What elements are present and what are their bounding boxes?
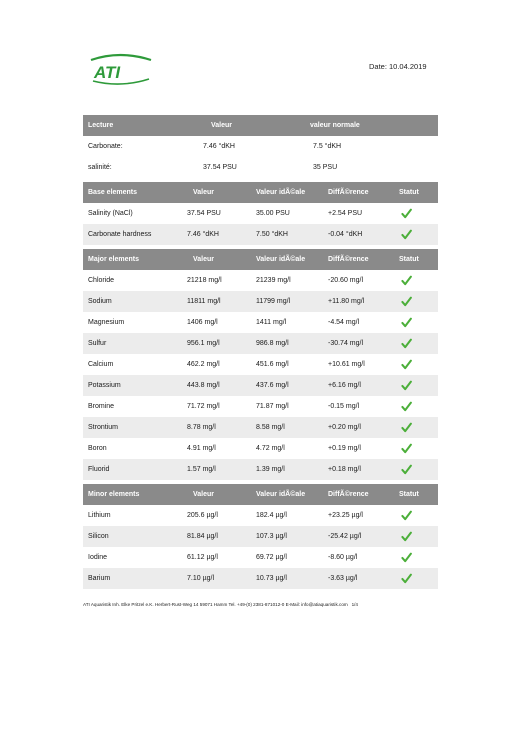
element-name: Calcium: [88, 361, 114, 368]
element-name: Strontium: [88, 424, 118, 431]
major-header-row: [83, 249, 438, 270]
footer-text: ATI Aquaristik Inh. Elke Pritzel e.K. Herbert-Rust-Weg 14 59071 Hamm Tel. +49-(0) 2381-871012-0 E-Mail: info@atiaquaristik.com: [83, 602, 348, 607]
col-header: Valeur idÃ©ale: [256, 491, 306, 498]
base-rows: [83, 203, 438, 245]
summary-header-row: [83, 115, 438, 136]
table-row: [83, 203, 438, 224]
element-ideal-value: 1411 mg/l: [256, 319, 287, 326]
check-icon: [401, 531, 412, 542]
element-name: Potassium: [88, 382, 121, 389]
check-icon: [401, 338, 412, 349]
col-header: DiffÃ©rence: [328, 189, 369, 196]
element-difference: +23.25 µg/l: [328, 512, 363, 519]
element-ideal-value: 10.73 µg/l: [256, 575, 287, 582]
check-icon: [401, 510, 412, 521]
element-difference: +0.19 mg/l: [328, 445, 361, 452]
base-header-row: [83, 182, 438, 203]
col-header: DiffÃ©rence: [328, 491, 369, 498]
element-ideal-value: 7.50 °dKH: [256, 231, 288, 238]
element-value: 956.1 mg/l: [187, 340, 220, 347]
element-value: 7.46 °dKH: [187, 231, 219, 238]
element-name: Barium: [88, 575, 111, 582]
element-difference: -4.54 mg/l: [328, 319, 360, 326]
element-ideal-value: 35.00 PSU: [256, 210, 290, 217]
table-row: [83, 270, 438, 291]
ati-logo: [85, 52, 155, 86]
element-name: Chloride: [88, 277, 115, 284]
report-date: Date: 10.04.2019: [369, 62, 427, 71]
element-value: 61.12 µg/l: [187, 554, 218, 561]
table-row: [83, 438, 438, 459]
row-value: 7.46 °dKH: [203, 143, 235, 150]
element-difference: -30.74 mg/l: [328, 340, 364, 347]
element-difference: -3.63 µg/l: [328, 575, 358, 582]
element-ideal-value: 1.39 mg/l: [256, 466, 285, 473]
table-row: [83, 312, 438, 333]
col-header: Base elements: [88, 189, 138, 196]
logo-text: ATI: [94, 63, 121, 82]
element-ideal-value: 69.72 µg/l: [256, 554, 287, 561]
element-ideal-value: 8.58 mg/l: [256, 424, 285, 431]
table-row: [83, 459, 438, 480]
element-difference: +10.61 mg/l: [328, 361, 365, 368]
table-row: [83, 568, 438, 589]
footer: [83, 602, 443, 607]
table-row: [83, 417, 438, 438]
check-icon: [401, 464, 412, 475]
table-row: [83, 547, 438, 568]
table-row: [83, 136, 438, 157]
minor-rows: [83, 505, 438, 589]
table-row: [83, 526, 438, 547]
check-icon: [401, 317, 412, 328]
col-header: DiffÃ©rence: [328, 256, 369, 263]
element-value: 7.10 µg/l: [187, 575, 214, 582]
table-row: [83, 505, 438, 526]
row-normal-value: 7.5 °dKH: [313, 143, 342, 150]
check-icon: [401, 229, 412, 240]
table-row: [83, 291, 438, 312]
element-ideal-value: 986.8 mg/l: [256, 340, 289, 347]
table-row: [83, 224, 438, 245]
element-name: Bromine: [88, 403, 115, 410]
element-difference: +6.16 mg/l: [328, 382, 361, 389]
col-header: Valeur: [193, 491, 215, 498]
element-ideal-value: 107.3 µg/l: [256, 533, 287, 540]
element-difference: +0.20 mg/l: [328, 424, 361, 431]
element-name: Sodium: [88, 298, 112, 305]
element-name: Salinity (NaCl): [88, 210, 133, 217]
table-row: [83, 333, 438, 354]
page-number: 1/4: [351, 602, 358, 607]
col-header: Valeur: [211, 122, 233, 129]
element-ideal-value: 71.87 mg/l: [256, 403, 289, 410]
element-ideal-value: 451.6 mg/l: [256, 361, 289, 368]
table-row: [83, 157, 438, 178]
element-value: 4.91 mg/l: [187, 445, 216, 452]
element-ideal-value: 11799 mg/l: [256, 298, 291, 305]
col-header: Statut: [399, 256, 419, 263]
element-value: 71.72 mg/l: [187, 403, 220, 410]
element-ideal-value: 21239 mg/l: [256, 277, 291, 284]
row-normal-value: 35 PSU: [313, 164, 338, 171]
table-row: [83, 354, 438, 375]
row-value: 37.54 PSU: [203, 164, 237, 171]
table-row: [83, 396, 438, 417]
element-name: Carbonate hardness: [88, 231, 152, 238]
element-name: Silicon: [88, 533, 109, 540]
element-value: 1406 mg/l: [187, 319, 218, 326]
element-name: Boron: [88, 445, 107, 452]
table-row: [83, 375, 438, 396]
element-name: Lithium: [88, 512, 111, 519]
element-difference: -25.42 µg/l: [328, 533, 362, 540]
element-difference: +0.18 mg/l: [328, 466, 361, 473]
element-ideal-value: 4.72 mg/l: [256, 445, 285, 452]
element-value: 8.78 mg/l: [187, 424, 216, 431]
col-header: Statut: [399, 189, 419, 196]
element-name: Sulfur: [88, 340, 107, 347]
check-icon: [401, 422, 412, 433]
col-header: Valeur: [193, 256, 215, 263]
element-difference: +11.80 mg/l: [328, 298, 365, 305]
element-name: Iodine: [88, 554, 108, 561]
check-icon: [401, 573, 412, 584]
element-value: 81.84 µg/l: [187, 533, 218, 540]
major-rows: [83, 270, 438, 480]
element-ideal-value: 437.6 mg/l: [256, 382, 289, 389]
element-difference: -20.60 mg/l: [328, 277, 364, 284]
check-icon: [401, 296, 412, 307]
minor-header-row: [83, 484, 438, 505]
check-icon: [401, 275, 412, 286]
element-name: Magnesium: [88, 319, 125, 326]
row-label: Carbonate:: [88, 143, 123, 150]
element-value: 37.54 PSU: [187, 210, 221, 217]
check-icon: [401, 401, 412, 412]
element-value: 462.2 mg/l: [187, 361, 220, 368]
element-value: 205.6 µg/l: [187, 512, 218, 519]
check-icon: [401, 552, 412, 563]
col-header: Lecture: [88, 122, 114, 129]
check-icon: [401, 443, 412, 454]
col-header: Statut: [399, 491, 419, 498]
element-difference: -8.60 µg/l: [328, 554, 358, 561]
col-header: Major elements: [88, 256, 139, 263]
check-icon: [401, 380, 412, 391]
summary-table: [83, 115, 438, 589]
check-icon: [401, 359, 412, 370]
col-header: Minor elements: [88, 491, 140, 498]
col-header: Valeur idÃ©ale: [256, 189, 306, 196]
element-value: 11811 mg/l: [187, 298, 221, 305]
element-difference: -0.04 °dKH: [328, 231, 363, 238]
element-value: 443.8 mg/l: [187, 382, 220, 389]
col-header: Valeur idÃ©ale: [256, 256, 306, 263]
check-icon: [401, 208, 412, 219]
element-difference: +2.54 PSU: [328, 210, 363, 217]
row-label: salinité:: [88, 164, 112, 171]
element-value: 21218 mg/l: [187, 277, 222, 284]
col-header: Valeur: [193, 189, 215, 196]
element-ideal-value: 182.4 µg/l: [256, 512, 287, 519]
col-header: valeur normale: [310, 122, 360, 129]
element-name: Fluorid: [88, 466, 110, 473]
element-difference: -0.15 mg/l: [328, 403, 360, 410]
element-value: 1.57 mg/l: [187, 466, 216, 473]
